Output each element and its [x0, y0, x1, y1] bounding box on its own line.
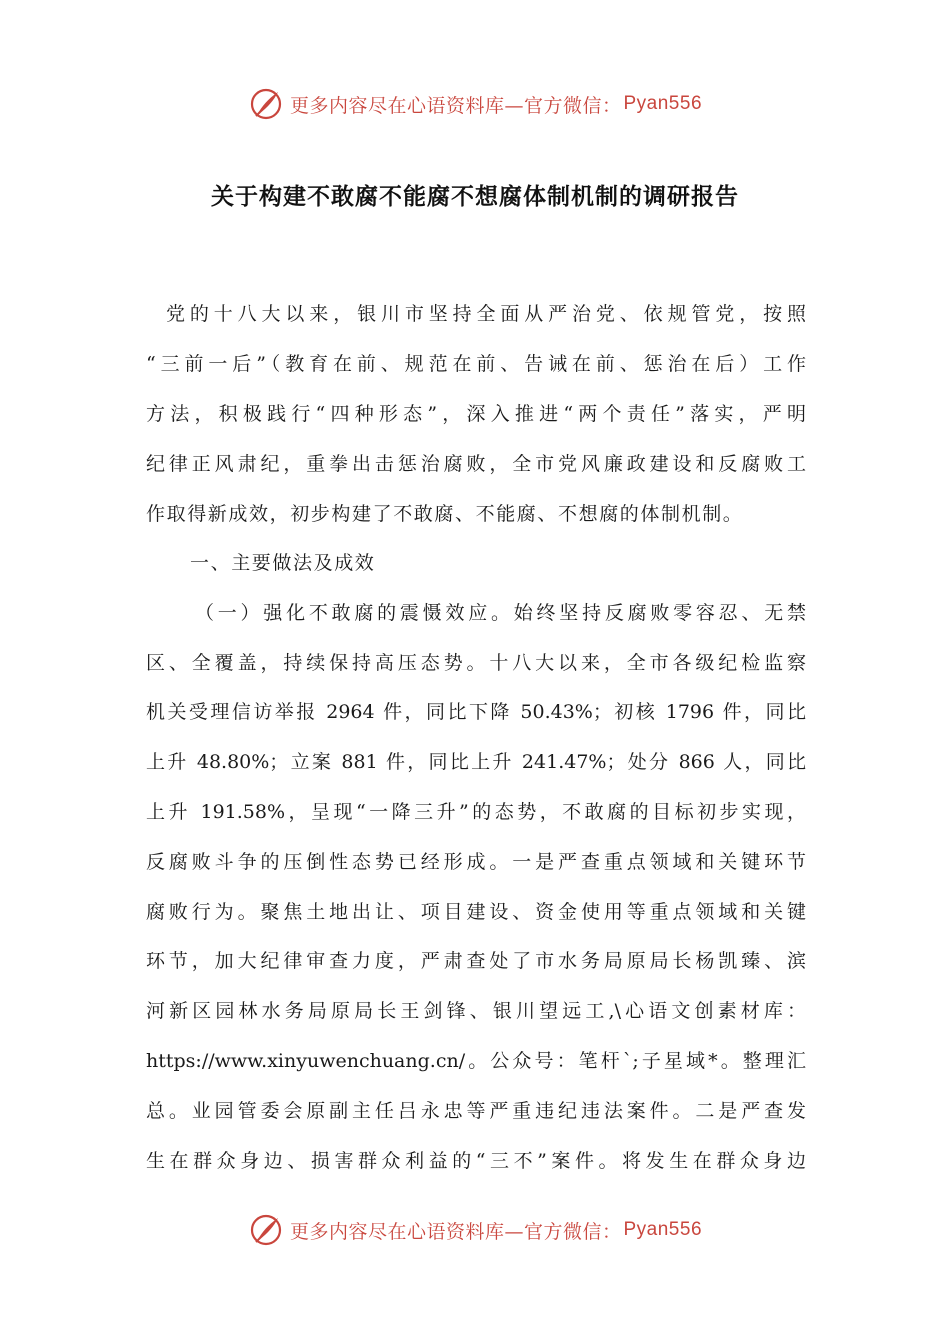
watermark-id: Pyan556 [623, 93, 703, 114]
paragraph-line: 腐败行为。聚焦土地出让、项目建设、资金使用等重点领域和关键 [146, 901, 806, 923]
paragraph-line: 区、全覆盖，持续保持高压态势。十八大以来，全市各级纪检监察 [146, 652, 806, 674]
watermark-banner-bottom [0, 1208, 950, 1252]
paragraph-line: 反腐败斗争的压倒性态势已经形成。一是严查重点领域和关键环节 [146, 851, 806, 873]
paragraph-line: 作取得新成效，初步构建了不敢腐、不能腐、不想腐的体制机制。 [146, 503, 744, 525]
paragraph-line: 上升 48.80%；立案 881 件，同比上升 241.47%；处分 866 人，同比 [146, 751, 806, 773]
paragraph-line: 纪律正风肃纪，重拳出击惩治腐败，全市党风廉政建设和反腐败工 [146, 453, 806, 475]
watermark-id: Pyan556 [623, 1219, 703, 1240]
quill-logo-icon [248, 1212, 284, 1248]
paragraph-line: 党的十八大以来，银川市坚持全面从严治党、依规管党，按照 [166, 303, 806, 325]
quill-logo-icon [248, 86, 284, 122]
paragraph-line: 机关受理信访举报 2964 件，同比下降 50.43%；初核 1796 件，同比 [146, 701, 806, 723]
paragraph-line: 生在群众身边、损害群众利益的“三不”案件。将发生在群众身边 [146, 1150, 806, 1172]
section-heading: 一、主要做法及成效 [190, 552, 376, 574]
watermark-text: 更多内容尽在心语资料库—官方微信： [289, 94, 622, 117]
watermark-banner-top [0, 82, 950, 126]
document-title: 关于构建不敢腐不能腐不想腐体制机制的调研报告 [211, 183, 739, 210]
paragraph-line: 河新区园林水务局原局长王剑锋、银川望远工,\心语文创素材库： [146, 1000, 806, 1022]
paragraph-line: https://www.xinyuwenchuang.cn/。公众号：笔杆`;子星域*。整理汇 [146, 1050, 806, 1072]
paragraph-line: 方法，积极践行“四种形态”，深入推进“两个责任”落实，严明 [146, 403, 806, 425]
paragraph-line: 环节，加大纪律审查力度，严肃查处了市水务局原局长杨凯臻、滨 [146, 950, 806, 972]
paragraph-line: （一）强化不敢腐的震慑效应。始终坚持反腐败零容忍、无禁 [195, 602, 806, 624]
paragraph-line: 上升 191.58%，呈现“一降三升”的态势，不敢腐的目标初步实现， [146, 801, 806, 823]
paragraph-line: 总。业园管委会原副主任吕永忠等严重违纪违法案件。二是严查发 [146, 1100, 806, 1122]
paragraph-line: “三前一后”（教育在前、规范在前、告诫在前、惩治在后）工作 [146, 353, 806, 375]
watermark-text: 更多内容尽在心语资料库—官方微信： [289, 1220, 622, 1243]
